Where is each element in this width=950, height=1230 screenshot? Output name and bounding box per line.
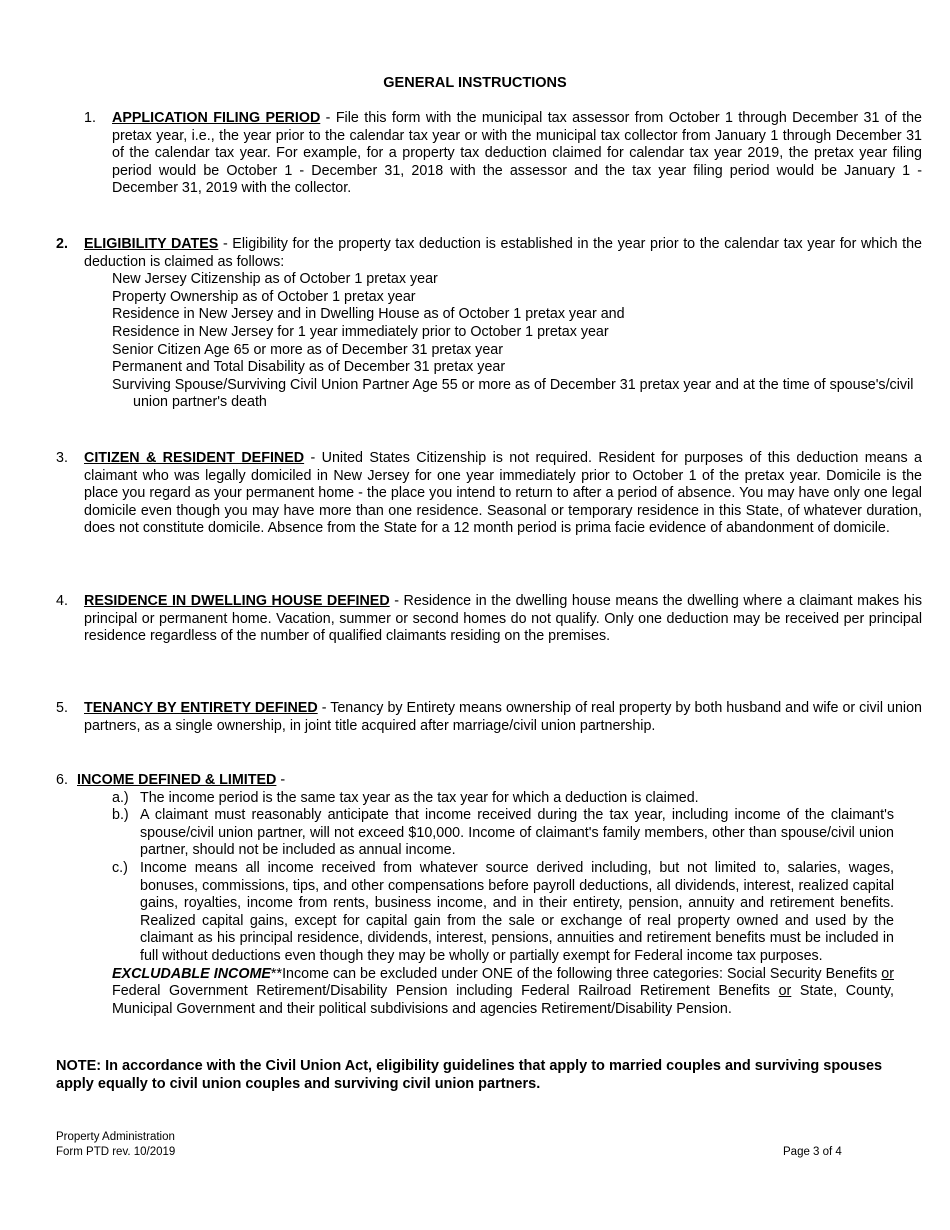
list-item-label: b.) (112, 807, 129, 824)
excludable-income (112, 966, 894, 1019)
income-list (112, 790, 894, 1019)
section-heading: APPLICATION FILING PERIOD (112, 110, 321, 126)
section-text: - Eligibility for the property tax deduction is established in the year prior to the calendar tax year for which the deduction is claimed as follows: (84, 236, 923, 270)
civil-union-note: NOTE: In accordance with the Civil Union Act, eligibility guidelines that apply to married couples and surviving spouses apply equally to civil union couples and surviving civil union partners. (56, 1058, 883, 1092)
excludable-text-3: State, County, Municipal Government and their political subdivisions and agencies Retirement/Disability Pension. (112, 983, 894, 1017)
section-heading: INCOME DEFINED & LIMITED (77, 772, 277, 788)
section-number: 3. (56, 450, 68, 466)
list-item: Residence in New Jersey for 1 year immediately prior to October 1 pretax year (112, 323, 609, 340)
list-item-label: a.) (112, 789, 129, 806)
section-heading: CITIZEN & RESIDENT DEFINED (84, 450, 305, 466)
section-text: - (280, 772, 286, 788)
excludable-stars: ** (270, 965, 283, 982)
list-item-text: A claimant must reasonably anticipate that income received during the tax year, including income of the claimant's spouse/civil union partner, will not exceed $10,000. Income of claimant's family members, other than spouse/civil union partner, should not be included as annual income. (140, 807, 894, 859)
page-title: GENERAL INSTRUCTIONS (383, 75, 567, 91)
list-item (112, 807, 894, 860)
section-number: 6. (56, 772, 68, 788)
section-heading: TENANCY BY ENTIRETY DEFINED (84, 700, 318, 716)
list-item-text: The income period is the same tax year as the tax year for which a deduction is claimed. (140, 789, 699, 806)
eligibility-list (112, 271, 922, 412)
list-item-label: c.) (112, 859, 128, 876)
footer-page-number: Page 3 of 4 (783, 1146, 842, 1158)
section-heading: ELIGIBILITY DATES (84, 236, 219, 252)
section-heading: RESIDENCE IN DWELLING HOUSE DEFINED (84, 593, 390, 609)
excludable-text-1: Income can be excluded under ONE of the following three categories: Social Security Benefits (282, 965, 878, 982)
section-text: - Residence in the dwelling house means the dwelling where a claimant makes his principal or permanent home. Vacation, summer or second homes do not qualify. Only one deduction may be received per principal residence regardless of the number of qualified claimants residing on the premises. (84, 593, 922, 645)
list-item-text: Income means all income received from whatever source derived including, but not limited to, salaries, wages, bonuses, commissions, tips, and other compensations before payroll deductions, all dividends, interest, realized capital gains, royalties, income from rents, business income, and in their entirety, pension, annuity and retirement benefits. Realized capital gains, except for capital gain from the sale or exchange of real property owned and used by the claimant as his principal residence, dividends, interest, pensions, annuities and retirement benefits must be included in full without deductions even though they may be wholly or partially exempt for Federal income tax purposes. (140, 859, 894, 964)
section-number: 5. (56, 700, 68, 716)
footer-department: Property Administration (56, 1131, 175, 1143)
section-text: - Tenancy by Entirety means ownership of real property by both husband and wife or civil union partners, as a single ownership, in joint title acquired after marriage/civil union partnership. (84, 700, 922, 734)
section-number: 2. (56, 236, 68, 252)
section-residence-dwelling-house (56, 593, 922, 646)
footer-left (56, 1130, 175, 1159)
section-citizen-resident-defined (56, 450, 922, 538)
list-item (112, 860, 894, 966)
list-item: Permanent and Total Disability as of December 31 pretax year (112, 359, 506, 376)
or-underlined: or (881, 965, 894, 982)
excludable-income-label: EXCLUDABLE INCOME (112, 965, 271, 982)
list-item: Property Ownership as of October 1 pretax year (112, 288, 416, 305)
list-item: Residence in New Jersey and in Dwelling House as of October 1 pretax year and (112, 306, 625, 323)
or-underlined: or (778, 983, 792, 1000)
section-text: - File this form with the municipal tax assessor from October 1 through December 31 of the pretax year, i.e., the year prior to the calendar tax year or with the municipal tax collector from January 1 through December 31 of the calendar tax year. For example, for a property tax deduction claimed for calendar tax year 2019, the pretax year filing period would be October 1 - December 31, 2018 with the assessor and the tax year filing period would be January 1 - December 31, 2019 with the collector. (112, 110, 922, 197)
section-income-defined-limited (56, 772, 894, 1018)
list-item: Senior Citizen Age 65 or more as of December 31 pretax year (112, 341, 503, 358)
section-eligibility-dates (56, 236, 922, 412)
list-item: Surviving Spouse/Surviving Civil Union Partner Age 55 or more as of December 31 pretax year and at the time of spouse's/civil union partner's death (112, 376, 914, 411)
excludable-text-2: Federal Government Retirement/Disability Pension including Federal Railroad Retirement Benefits (112, 983, 771, 1000)
section-text: - United States Citizenship is not required. Resident for purposes of this deduction means a claimant who was legally domiciled in New Jersey for one year immediately prior to October 1 of the pretax year. Domicile is the place you regard as your permanent home - the place you intend to return to after a period of absence. You may have only one legal domicile even though you may have more than one residence. Seasonal or temporary residence in this State, of whatever duration, does not constitute domicile. Absence from the State for a 12 month period is prima facie evidence of abandonment of domicile. (84, 450, 922, 537)
section-application-filing-period (84, 110, 922, 198)
section-tenancy-by-entirety (56, 700, 922, 735)
section-heading-row (56, 772, 894, 790)
section-number: 4. (56, 593, 68, 609)
section-number: 1. (84, 110, 96, 126)
footer-form-revision: Form PTD rev. 10/2019 (56, 1145, 176, 1158)
list-item (112, 790, 894, 808)
list-item: New Jersey Citizenship as of October 1 pretax year (112, 271, 438, 288)
